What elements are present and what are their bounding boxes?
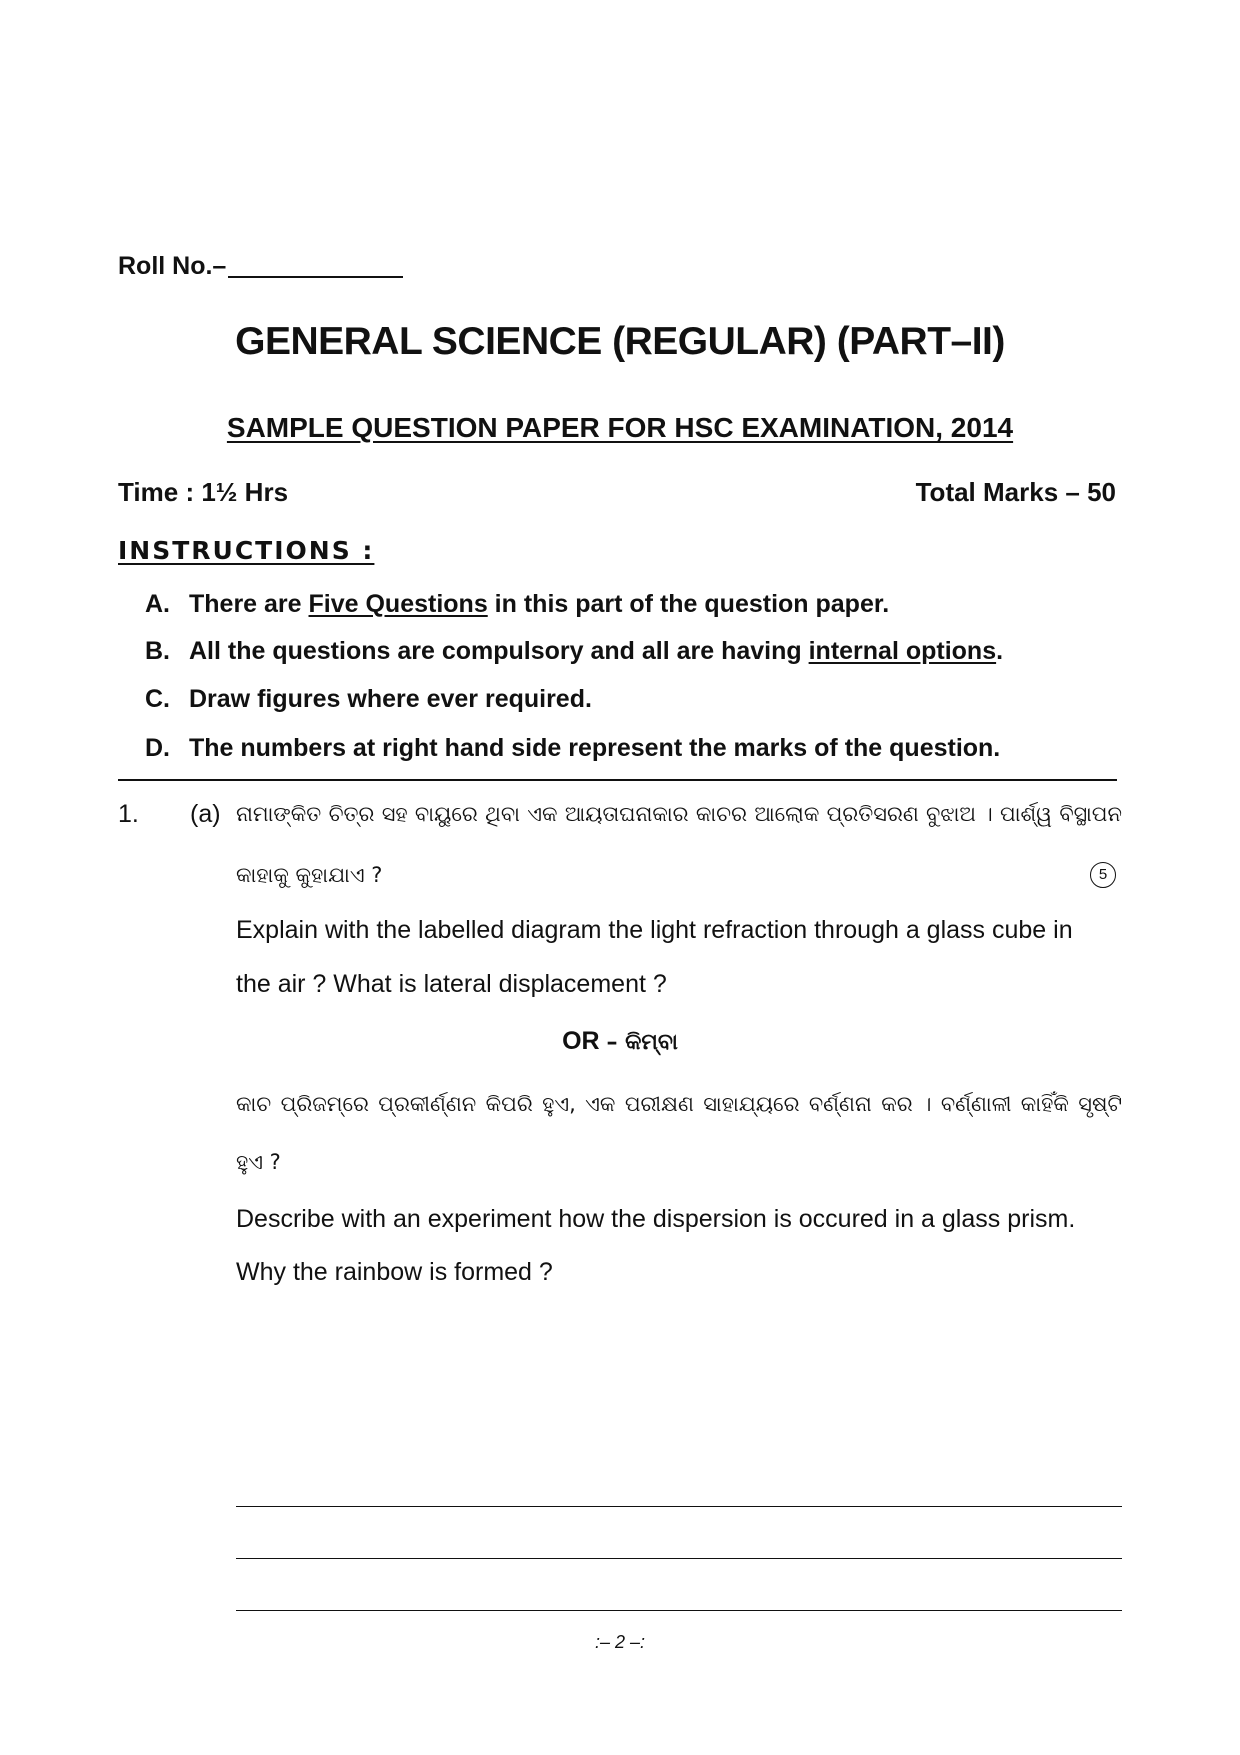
- answer-line[interactable]: [236, 1610, 1122, 1611]
- instruction-label: D.: [145, 734, 170, 762]
- section-divider: [118, 779, 1117, 781]
- roll-number-blank[interactable]: [228, 276, 403, 278]
- paper-title: GENERAL SCIENCE (REGULAR) (PART–II): [235, 320, 1005, 363]
- time-allowed: Time : 1½ Hrs: [118, 477, 289, 507]
- instruction-text: Draw figures where ever required.: [189, 685, 592, 713]
- or-label: OR: [562, 1027, 600, 1055]
- or-odia-label: – କିମ୍ବା: [606, 1030, 678, 1055]
- or-separator: [0, 1027, 1240, 1056]
- instruction-label: A.: [145, 590, 170, 618]
- page-number: :– 2 –:: [594, 1632, 646, 1652]
- instruction-item-c: [145, 685, 592, 714]
- instruction-item-b: [145, 637, 1003, 666]
- question-marks-badge: 5: [1090, 862, 1116, 888]
- alt-question-odia-line-2: ହୁଏ ?: [236, 1150, 281, 1174]
- instruction-emphasis: Five Questions: [308, 590, 488, 618]
- answer-line[interactable]: [236, 1506, 1122, 1507]
- question-english-line-2: the air ? What is lateral displacement ?: [236, 970, 667, 998]
- alt-question-english-line-2: Why the rainbow is formed ?: [236, 1258, 553, 1286]
- instruction-text-end: .: [996, 637, 1004, 665]
- alt-question-odia-line-1: କାଚ ପ୍ରିଜମ୍‌ରେ ପ୍ରକୀର୍ଣ୍ଣନ କିପରି ହୁଏ, ଏକ ପରୀକ୍ଷଣ ସାହାଯ୍ୟରେ ବର୍ଣ୍ଣନା କର । ବର୍ଣ୍ଣାଳୀ କାହିଁକି ସୃଷ୍ଟି: [236, 1092, 1122, 1116]
- instruction-text: All the questions are compulsory and all are having: [189, 637, 809, 665]
- question-part-label: (a): [190, 800, 221, 828]
- question-english-line-1: Explain with the labelled diagram the light refraction through a glass cube in: [236, 916, 1073, 944]
- answer-line[interactable]: [236, 1558, 1122, 1559]
- instruction-text: There are: [189, 590, 309, 618]
- roll-number-label: [118, 252, 403, 281]
- question-odia-line-1: ନାମାଙ୍କିତ ଚିତ୍ର ସହ ବାୟୁରେ ଥିବା ଏକ ଆୟତାଘନାକାର କାଚର ଆଲୋକ ପ୍ରତିସରଣ ବୁଝାଅ । ପାର୍ଶ୍ୱ ବିସ୍ଥାପନ: [236, 802, 1122, 826]
- instruction-emphasis: internal options: [808, 637, 997, 665]
- instruction-label: C.: [145, 685, 170, 713]
- instruction-text: The numbers at right hand side represent the marks of the question.: [189, 734, 1001, 762]
- question-odia-line-2: କାହାକୁ କୁହାଯାଏ ?: [236, 863, 383, 887]
- instruction-item-d: [145, 734, 1000, 763]
- alt-question-english-line-1: Describe with an experiment how the dispersion is occured in a glass prism.: [236, 1205, 1076, 1233]
- instruction-item-a: [145, 590, 889, 619]
- roll-label-text: Roll No.–: [118, 252, 227, 280]
- total-marks: Total Marks – 50: [915, 477, 1116, 507]
- paper-subtitle: SAMPLE QUESTION PAPER FOR HSC EXAMINATION, 2014: [226, 412, 1014, 443]
- instructions-heading: INSTRUCTIONS :: [118, 536, 375, 565]
- instruction-text-end: in this part of the question paper.: [487, 590, 890, 618]
- question-number: 1.: [118, 800, 139, 828]
- instruction-label: B.: [145, 637, 170, 665]
